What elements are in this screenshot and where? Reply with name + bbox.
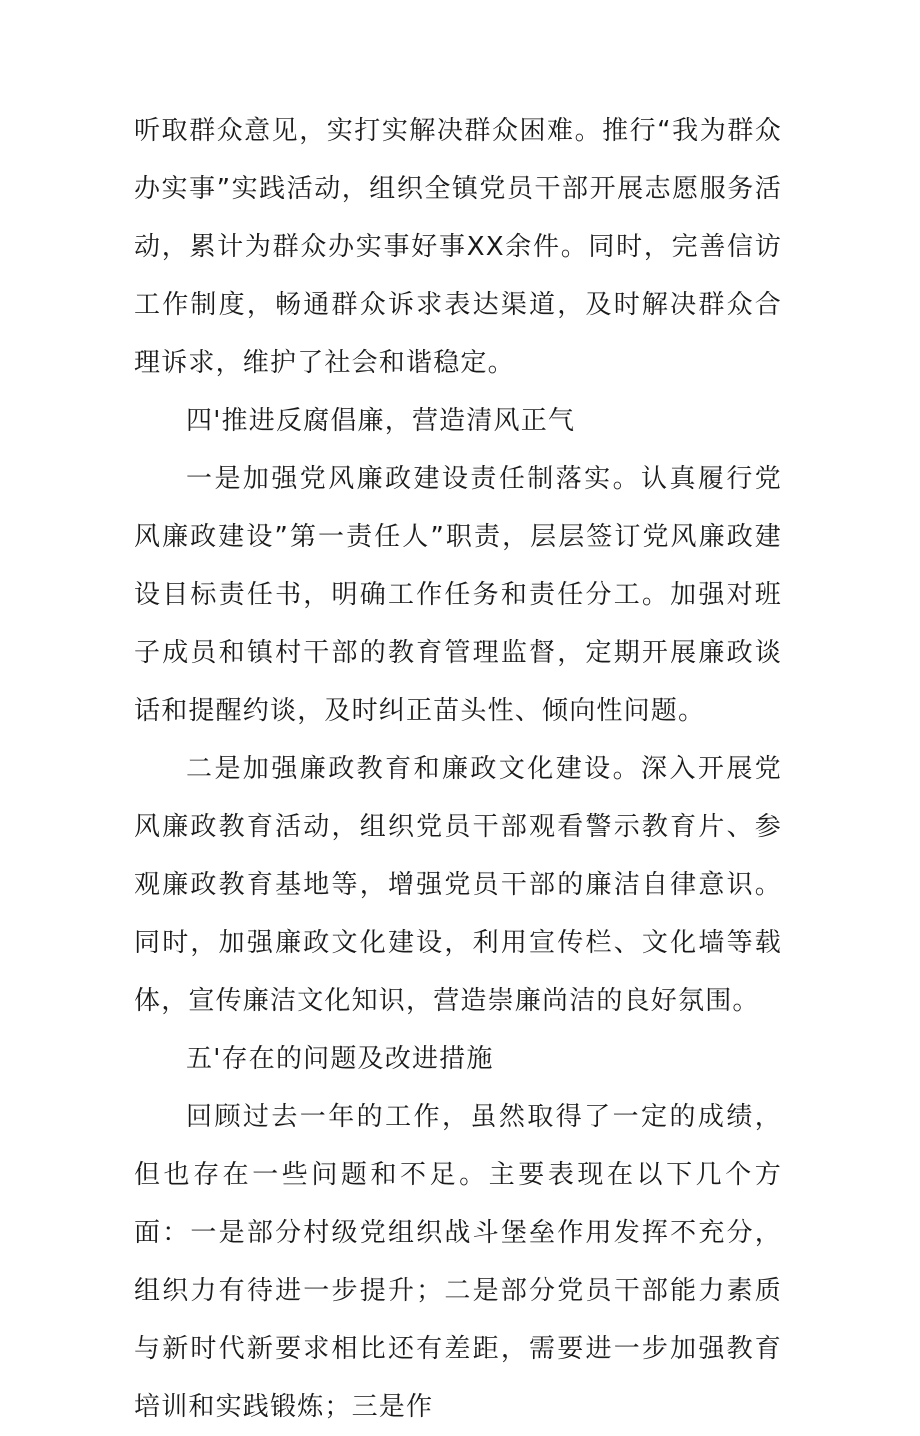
paragraph-education: 二是加强廉政教育和廉政文化建设。深入开展党风廉政教育活动，组织党员干部观看警示教育片、参观廉政教育基地等，增强党员干部的廉洁自律意识。同时，加强廉政文化建设，利用宣传栏、文化墙等载体，宣传廉洁文化知识，营造崇廉尚洁的良好氛围。 (134, 754, 782, 1016)
section-heading-four: 四'推进反腐倡廉，营造清风正气 (186, 406, 576, 436)
document-body (134, 102, 782, 1436)
paragraph-responsibility: 一是加强党风廉政建设责任制落实。认真履行党风廉政建设”第一责任人”职责，层层签订党风廉政建设目标责任书，明确工作任务和责任分工。加强对班子成员和镇村干部的教育管理监督，定期开展廉政谈话和提醒约谈，及时纠正苗头性、倾向性问题。 (134, 464, 782, 726)
paragraph-continued: 听取群众意见，实打实解决群众困难。推行“我为群众办实事”实践活动，组织全镇党员干部开展志愿服务活动，累计为群众办实事好事XX余件。同时，完善信访工作制度，畅通群众诉求表达渠道，及时解决群众合理诉求，维护了社会和谐稳定。 (134, 116, 782, 378)
paragraph-problems: 回顾过去一年的工作，虽然取得了一定的成绩，但也存在一些问题和不足。主要表现在以下几个方面：一是部分村级党组织战斗堡垒作用发挥不充分，组织力有待进一步提升；二是部分党员干部能力素质与新时代新要求相比还有差距，需要进一步加强教育培训和实践锻炼；三是作 (134, 1102, 782, 1422)
section-heading-five: 五'存在的问题及改进措施 (186, 1044, 494, 1074)
